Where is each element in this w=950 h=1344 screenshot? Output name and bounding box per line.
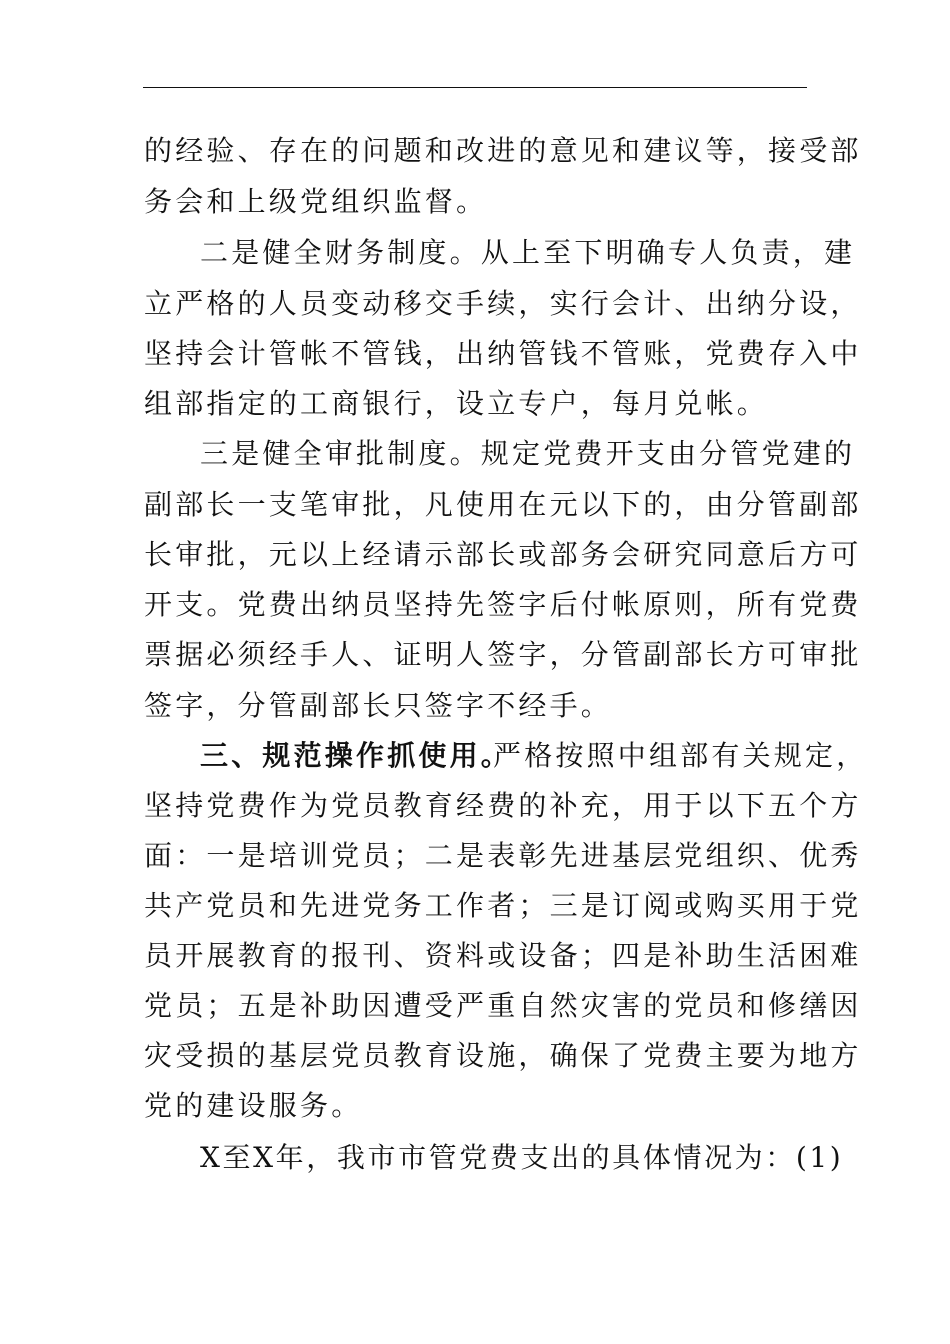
text-line-18: 党员；五是补助因遭受严重自然灾害的党员和修缮因 bbox=[144, 989, 862, 1022]
text-line-17: 员开展教育的报刊、资料或设备；四是补助生活困难 bbox=[144, 939, 862, 972]
text-line-2: 务会和上级党组织监督。 bbox=[144, 185, 488, 218]
text-line-20: 党的建设服务。 bbox=[144, 1089, 363, 1122]
text-line-7: 三是健全审批制度。规定党费开支由分管党建的 bbox=[200, 437, 856, 470]
section-heading-text: 严格按照中组部有关规定， bbox=[493, 739, 868, 772]
text-line-14: 坚持党费作为党员教育经费的补充，用于以下五个方 bbox=[144, 789, 862, 822]
text-line-6: 组部指定的工商银行，设立专户，每月兑帐。 bbox=[144, 387, 769, 420]
header-rule bbox=[143, 87, 807, 88]
text-line-12: 签字，分管副部长只签字不经手。 bbox=[144, 689, 613, 722]
text-line-21: X至X年，我市市管党费支出的具体情况为：(1) bbox=[200, 1141, 844, 1174]
text-line-3: 二是健全财务制度。从上至下明确专人负责，建 bbox=[200, 236, 856, 269]
text-line-15: 面：一是培训党员；二是表彰先进基层党组织、优秀 bbox=[144, 839, 862, 872]
text-line-19: 灾受损的基层党员教育设施，确保了党费主要为地方 bbox=[144, 1039, 862, 1072]
text-line-1: 的经验、存在的问题和改进的意见和建议等，接受部 bbox=[144, 134, 862, 167]
text-line-10: 开支。党费出纳员坚持先签字后付帐原则，所有党费 bbox=[144, 588, 862, 621]
section-heading: 三、规范操作抓使用。 bbox=[200, 739, 513, 772]
text-line-4: 立严格的人员变动移交手续，实行会计、出纳分设， bbox=[144, 287, 862, 320]
text-line-9: 长审批，元以上经请示部长或部务会研究同意后方可 bbox=[144, 538, 862, 571]
text-line-8: 副部长一支笔审批，凡使用在元以下的，由分管副部 bbox=[144, 488, 862, 521]
text-line-5: 坚持会计管帐不管钱，出纳管钱不管账，党费存入中 bbox=[144, 337, 862, 370]
section-heading-line bbox=[0, 731, 950, 781]
text-line-16: 共产党员和先进党务工作者；三是订阅或购买用于党 bbox=[144, 889, 862, 922]
text-line-11: 票据必须经手人、证明人签字，分管副部长方可审批 bbox=[144, 638, 862, 671]
